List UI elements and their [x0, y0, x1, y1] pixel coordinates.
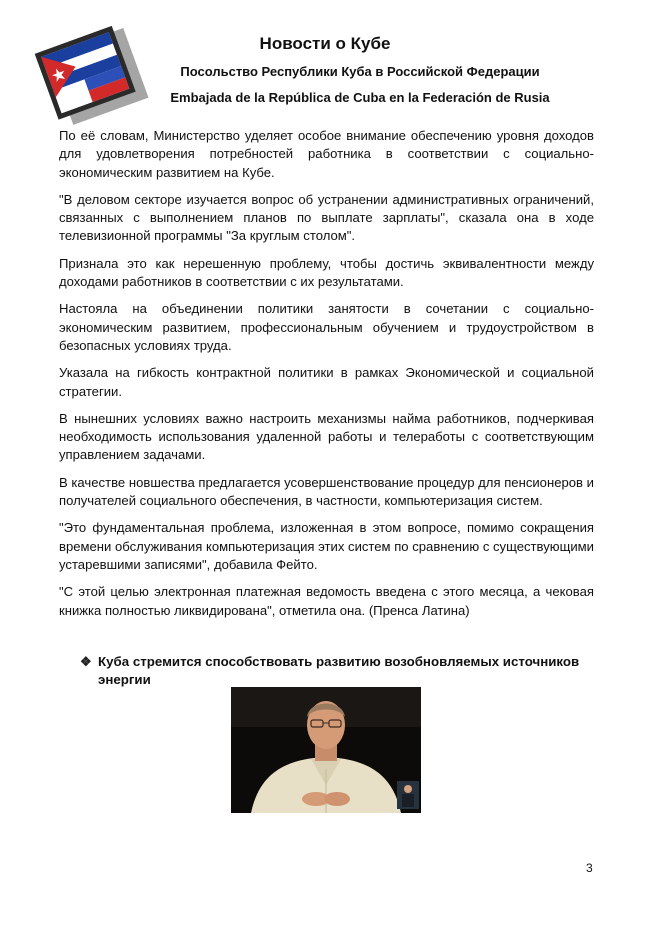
- diamond-bullet-icon: ❖: [80, 654, 92, 669]
- paragraph: По её словам, Министерство уделяет особое внимание обеспечению уровня доходов для удовлетворения потребностей работника в соответствии с социально-экономическим развитием на Кубе.: [59, 128, 594, 180]
- embassy-name-ru: Посольство Республики Куба в Российской Федерации: [180, 64, 540, 79]
- paragraph: Указала на гибкость контрактной политики в рамках Экономической и социальной стратегии.: [59, 365, 594, 399]
- news-item-heading: Куба стремится способствовать развитию возобновляемых источников энергии: [98, 654, 580, 687]
- article-body: [59, 127, 594, 629]
- paragraph: "Это фундаментальная проблема, изложенная в этом вопросе, помимо сокращения времени обслуживания компьютеризация этих систем по сравнению с существующими устаревшими записями", добавила Фейто.: [59, 520, 594, 572]
- embassy-name-es: Embajada de la República de Cuba en la Federación de Rusia: [170, 90, 550, 105]
- paragraph: В качестве новшества предлагается усовершенствование процедур для пенсионеров и получателей социального обеспечения, в частности, компьютеризация систем.: [59, 474, 594, 509]
- paragraph: "С этой целью электронная платежная ведомость введена с этого месяца, а чековая книжка полностью ликвидирована", отметила она. (Пренса Латина): [59, 584, 594, 618]
- page-number: 3: [586, 861, 593, 875]
- page-title: Новости о Кубе: [259, 34, 391, 53]
- news-item: [80, 653, 600, 689]
- paragraph: В нынешних условиях важно настроить механизмы найма работников, подчеркивая необходимость использования удаленной работы и телеработы с соответствующим управлением задачами.: [59, 410, 594, 463]
- speaker-photo: [231, 687, 421, 813]
- cuba-russia-flag-icon: [32, 22, 150, 128]
- paragraph: Признала это как нерешенную проблему, чтобы достичь эквивалентности между доходами работников в соответствии с их результатами.: [59, 255, 594, 290]
- paragraph: "В деловом секторе изучается вопрос об устранении административных ограничений, связанных с выполнением планов по выплате зарплаты", сказала она в ходе телевизионной программы "За круглым столом".: [59, 191, 594, 244]
- paragraph: Настояла на объединении политики занятости в сочетании с социально-экономическим развитием, профессиональным обучением и трудоустройством в безопасных условиях труда.: [59, 301, 594, 353]
